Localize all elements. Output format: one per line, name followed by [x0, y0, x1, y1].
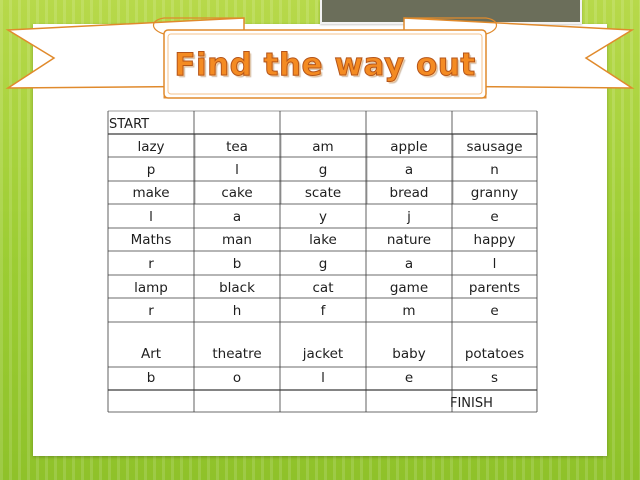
- maze-letter-cell: y: [319, 209, 327, 225]
- maze-letter-cell: r: [148, 256, 154, 272]
- maze-letter-cell: a: [404, 256, 414, 272]
- maze-letter-cell: f: [320, 303, 326, 319]
- maze-letter-cell: m: [402, 303, 416, 319]
- maze-letter-cell: l: [235, 162, 239, 178]
- maze-word-cell: jacket: [302, 346, 344, 362]
- maze-word-cell: cat: [312, 280, 334, 296]
- maze-letter-cell: g: [318, 162, 328, 178]
- maze-word-cell: apple: [390, 139, 428, 155]
- maze-letter-cell: b: [232, 256, 242, 272]
- maze-word-cell: happy: [473, 232, 516, 248]
- maze-letter-cell: s: [490, 370, 499, 386]
- maze-word-cell: granny: [470, 185, 519, 201]
- maze-word-cell: make: [132, 185, 170, 201]
- maze-letter-cell: l: [321, 370, 325, 386]
- start-label: START: [109, 117, 150, 132]
- maze-word-cell: sausage: [466, 139, 523, 155]
- maze-letter-cell: l: [492, 256, 497, 272]
- maze-letter-cell: e: [490, 209, 499, 225]
- maze-word-cell: Art: [140, 346, 162, 362]
- maze-letter-cell: e: [404, 370, 414, 386]
- maze-word-cell: theatre: [212, 346, 262, 362]
- maze-word-cell: am: [312, 139, 334, 155]
- maze-letter-cell: a: [404, 162, 414, 178]
- maze-word-cell: Maths: [130, 232, 172, 248]
- maze-letter-cell: g: [318, 256, 328, 272]
- finish-label: FINISH: [450, 396, 493, 411]
- maze-word-cell: tea: [226, 139, 248, 155]
- maze-letter-cell: e: [490, 303, 499, 319]
- maze-word-cell: game: [389, 280, 429, 296]
- maze-word-cell: bread: [389, 185, 429, 201]
- maze-word-cell: parents: [468, 280, 521, 296]
- maze-letter-cell: j: [407, 209, 411, 225]
- maze-letter-cell: o: [232, 370, 242, 386]
- maze-word-cell: cake: [221, 185, 253, 201]
- maze-letter-cell: a: [232, 209, 242, 225]
- maze-word-cell: lamp: [134, 280, 168, 296]
- maze-letter-cell: r: [148, 303, 154, 319]
- maze-letter-cell: p: [146, 162, 156, 178]
- maze-word-cell: lake: [309, 232, 337, 248]
- maze-word-cell: baby: [392, 346, 426, 362]
- maze-word-cell: lazy: [137, 139, 165, 155]
- maze-word-cell: potatoes: [464, 346, 525, 362]
- maze-word-cell: man: [222, 232, 252, 248]
- maze-word-cell: black: [219, 280, 255, 296]
- maze-word-cell: nature: [386, 232, 432, 248]
- page-title: Find the way out: [174, 47, 476, 83]
- maze-letter-cell: b: [146, 370, 156, 386]
- maze-letter-cell: l: [149, 209, 153, 225]
- maze-word-cell: scate: [304, 185, 342, 201]
- maze-letter-cell: h: [232, 303, 242, 319]
- maze-letter-cell: n: [490, 162, 499, 178]
